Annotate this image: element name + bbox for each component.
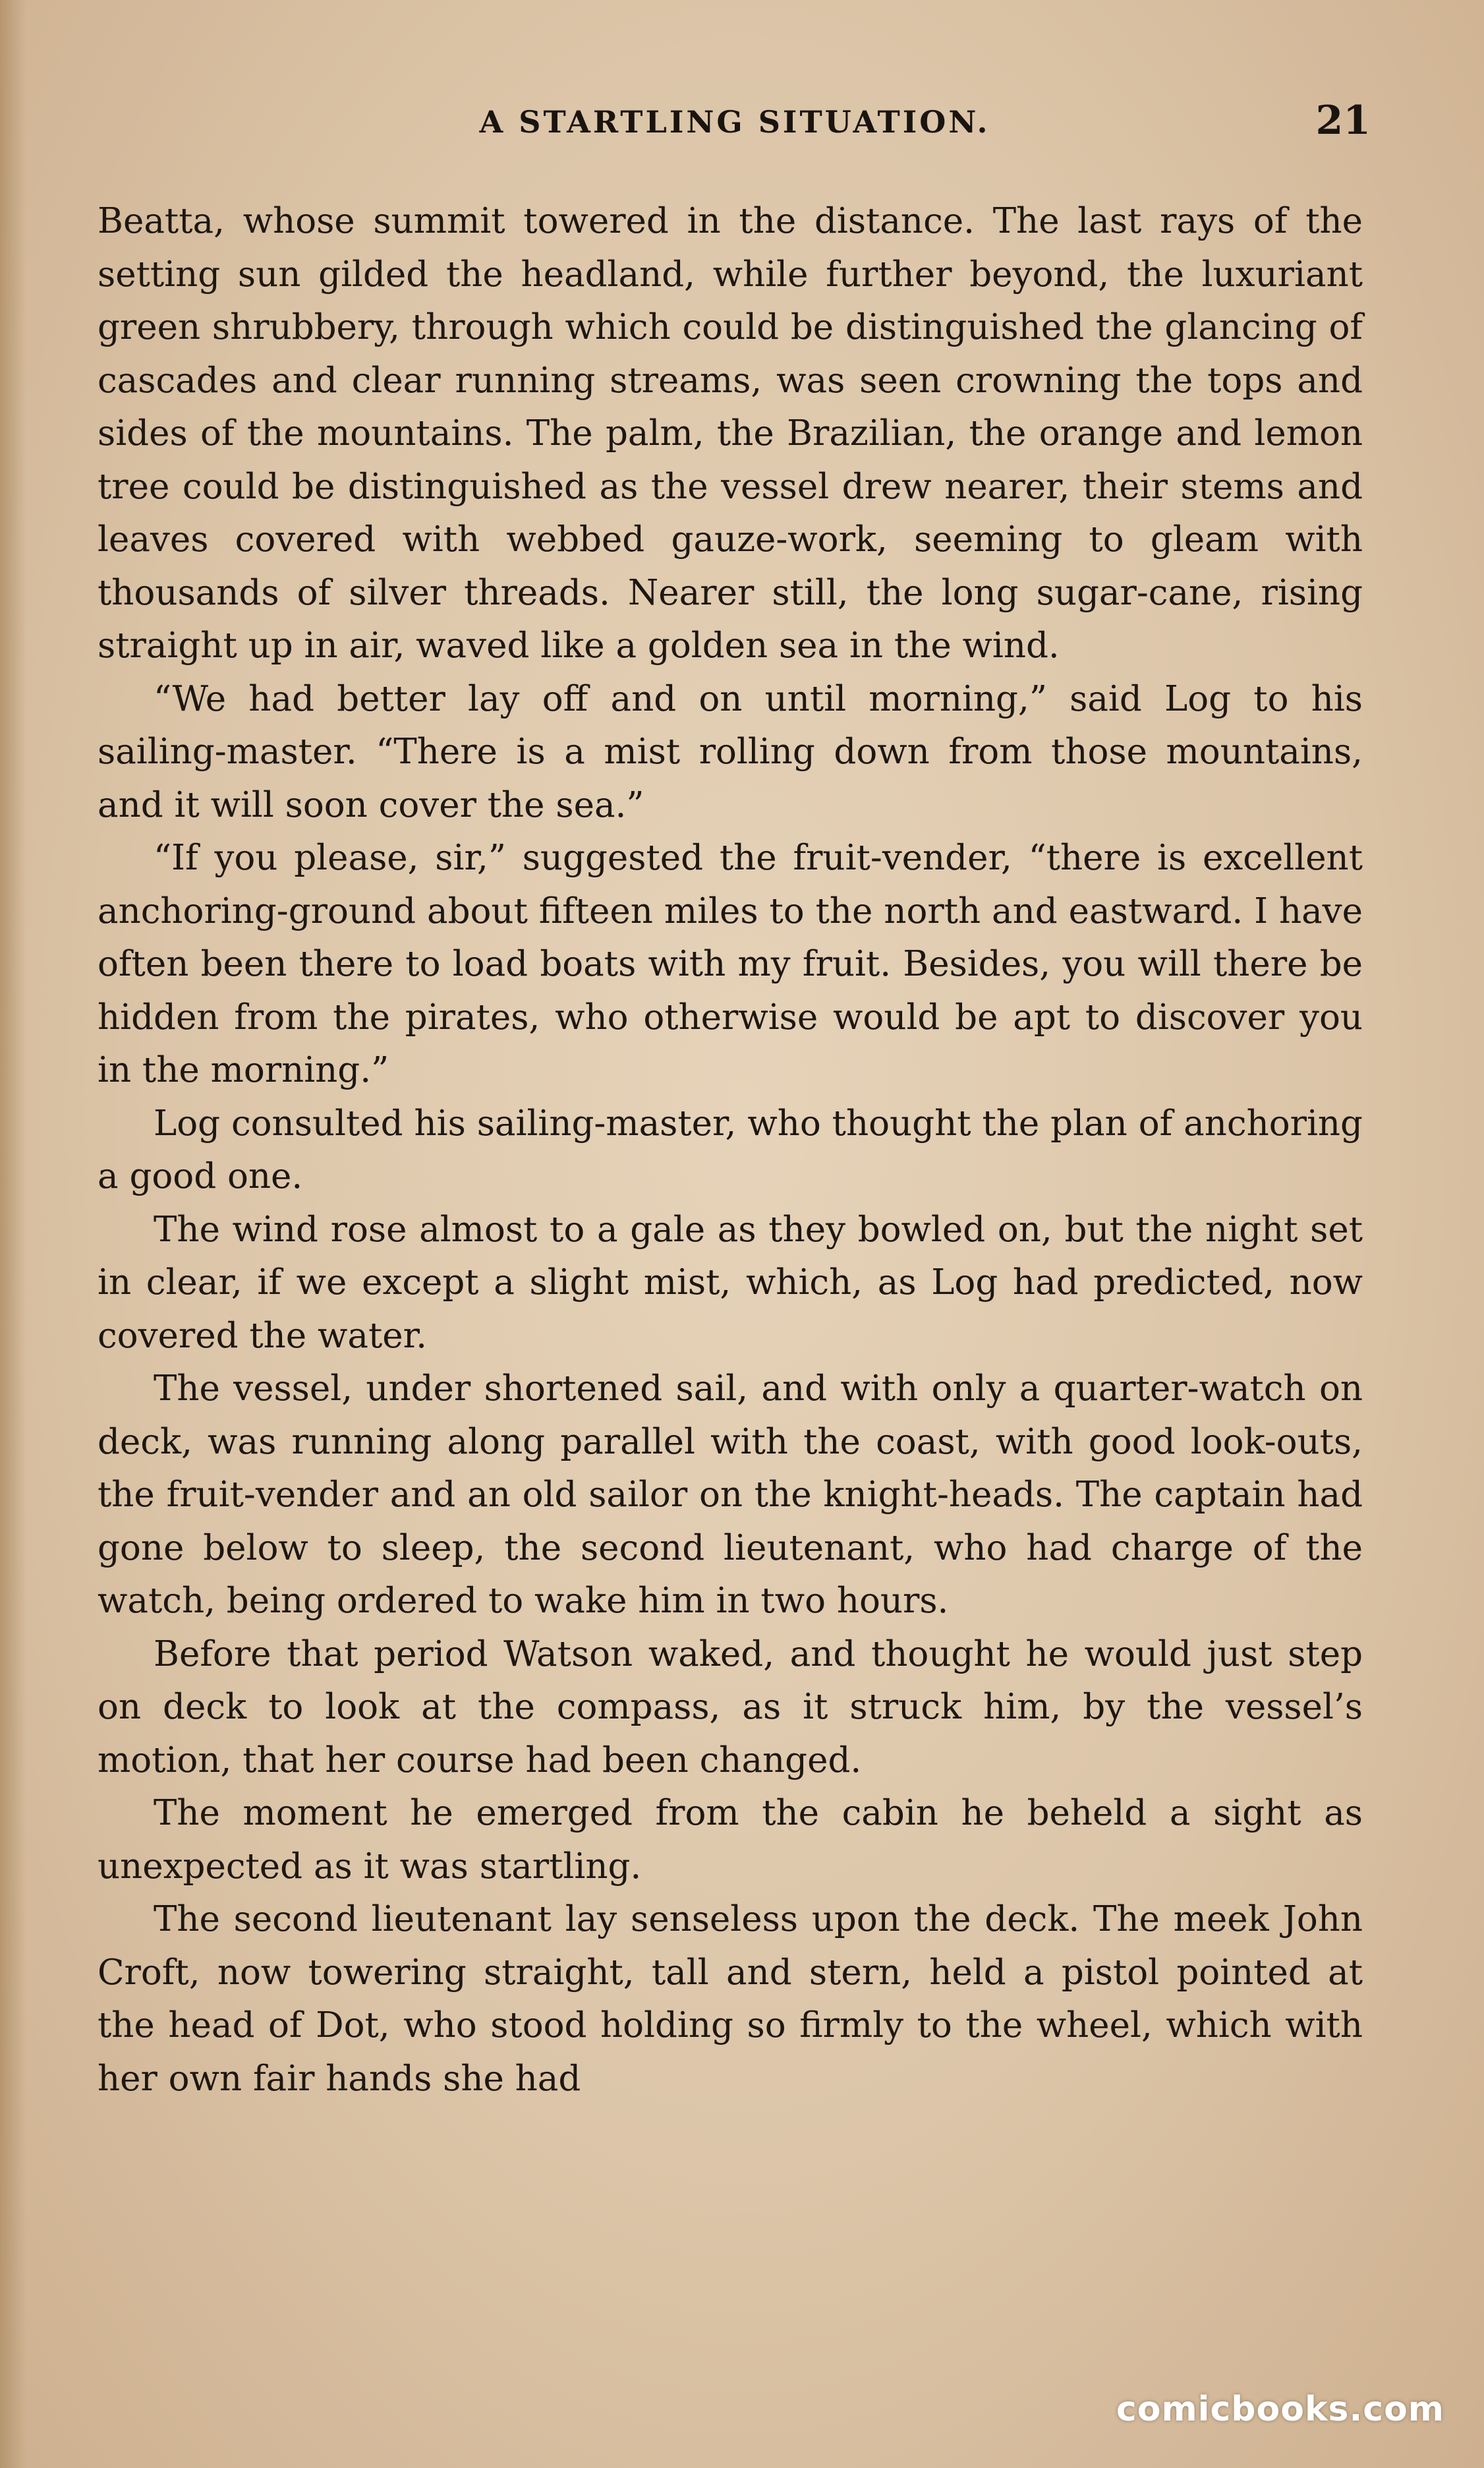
watermark: comicbooks.com [1116, 2390, 1444, 2429]
paragraph: The second lieutenant lay senseless upon the deck. The meek John Croft, now towering straight, tall and stern, held a pistol pointed at the head of Dot, who stood holding so firmly to the wheel, which with her own fair hands she had [98, 1899, 1363, 2099]
page-number: 21 [1315, 98, 1371, 144]
paragraph: The wind rose almost to a gale as they bowled on, but the night set in clear, if we except a slight mist, which, as Log had predicted, now covered the water. [98, 1209, 1363, 1356]
paragraph: “We had better lay off and on until morning,” said Log to his sailing-master. “There is a mist rolling down from those mountains, and it will soon cover the sea.” [98, 678, 1363, 825]
paragraph: The moment he emerged from the cabin he beheld a sight as unexpected as it was startling. [98, 1793, 1363, 1887]
paragraph: Beatta, whose summit towered in the distance. The last rays of the setting sun gilded the headland, while further beyond, the luxuriant green shrubbery, through which could be distinguished the glancing of cascades and clear running streams, was seen crowning the tops and sides of the mountains. The palm, the Brazilian, the orange and lemon tree could be distinguished as the vessel drew nearer, their stems and leaves covered with webbed gauze-work, seeming to gleam with thousands of silver threads. Nearer still, the long sugar-cane, rising straight up in air, waved like a golden sea in the wind. [98, 201, 1363, 666]
paragraph: The vessel, under shortened sail, and with only a quarter-watch on deck, was running along parallel with the coast, with good look-outs, the fruit-vender and an old sailor on the knight-heads. The captain had gone below to sleep, the second lieutenant, who had charge of the watch, being ordered to wake him in two hours. [98, 1368, 1363, 1621]
running-head [99, 92, 1371, 158]
paragraph: Before that period Watson waked, and thought he would just step on deck to look at the compass, as it struck him, by the vessel’s motion, that her course had been changed. [98, 1633, 1363, 1780]
paragraph: Log consulted his sailing-master, who thought the plan of anchoring a good one. [98, 1103, 1363, 1196]
page-edge-shadow [0, 0, 26, 2468]
body-text [98, 195, 1363, 2105]
paragraph: “If you please, sir,” suggested the fruit-vender, “there is excellent anchoring-ground about fifteen miles to the north and eastward. I have often been there to load boats with my fruit. Besides, you will there be hidden from the pirates, who otherwise would be apt to discover you in the morning.” [98, 838, 1363, 1090]
running-title: A STARTLING SITUATION. [479, 104, 990, 140]
